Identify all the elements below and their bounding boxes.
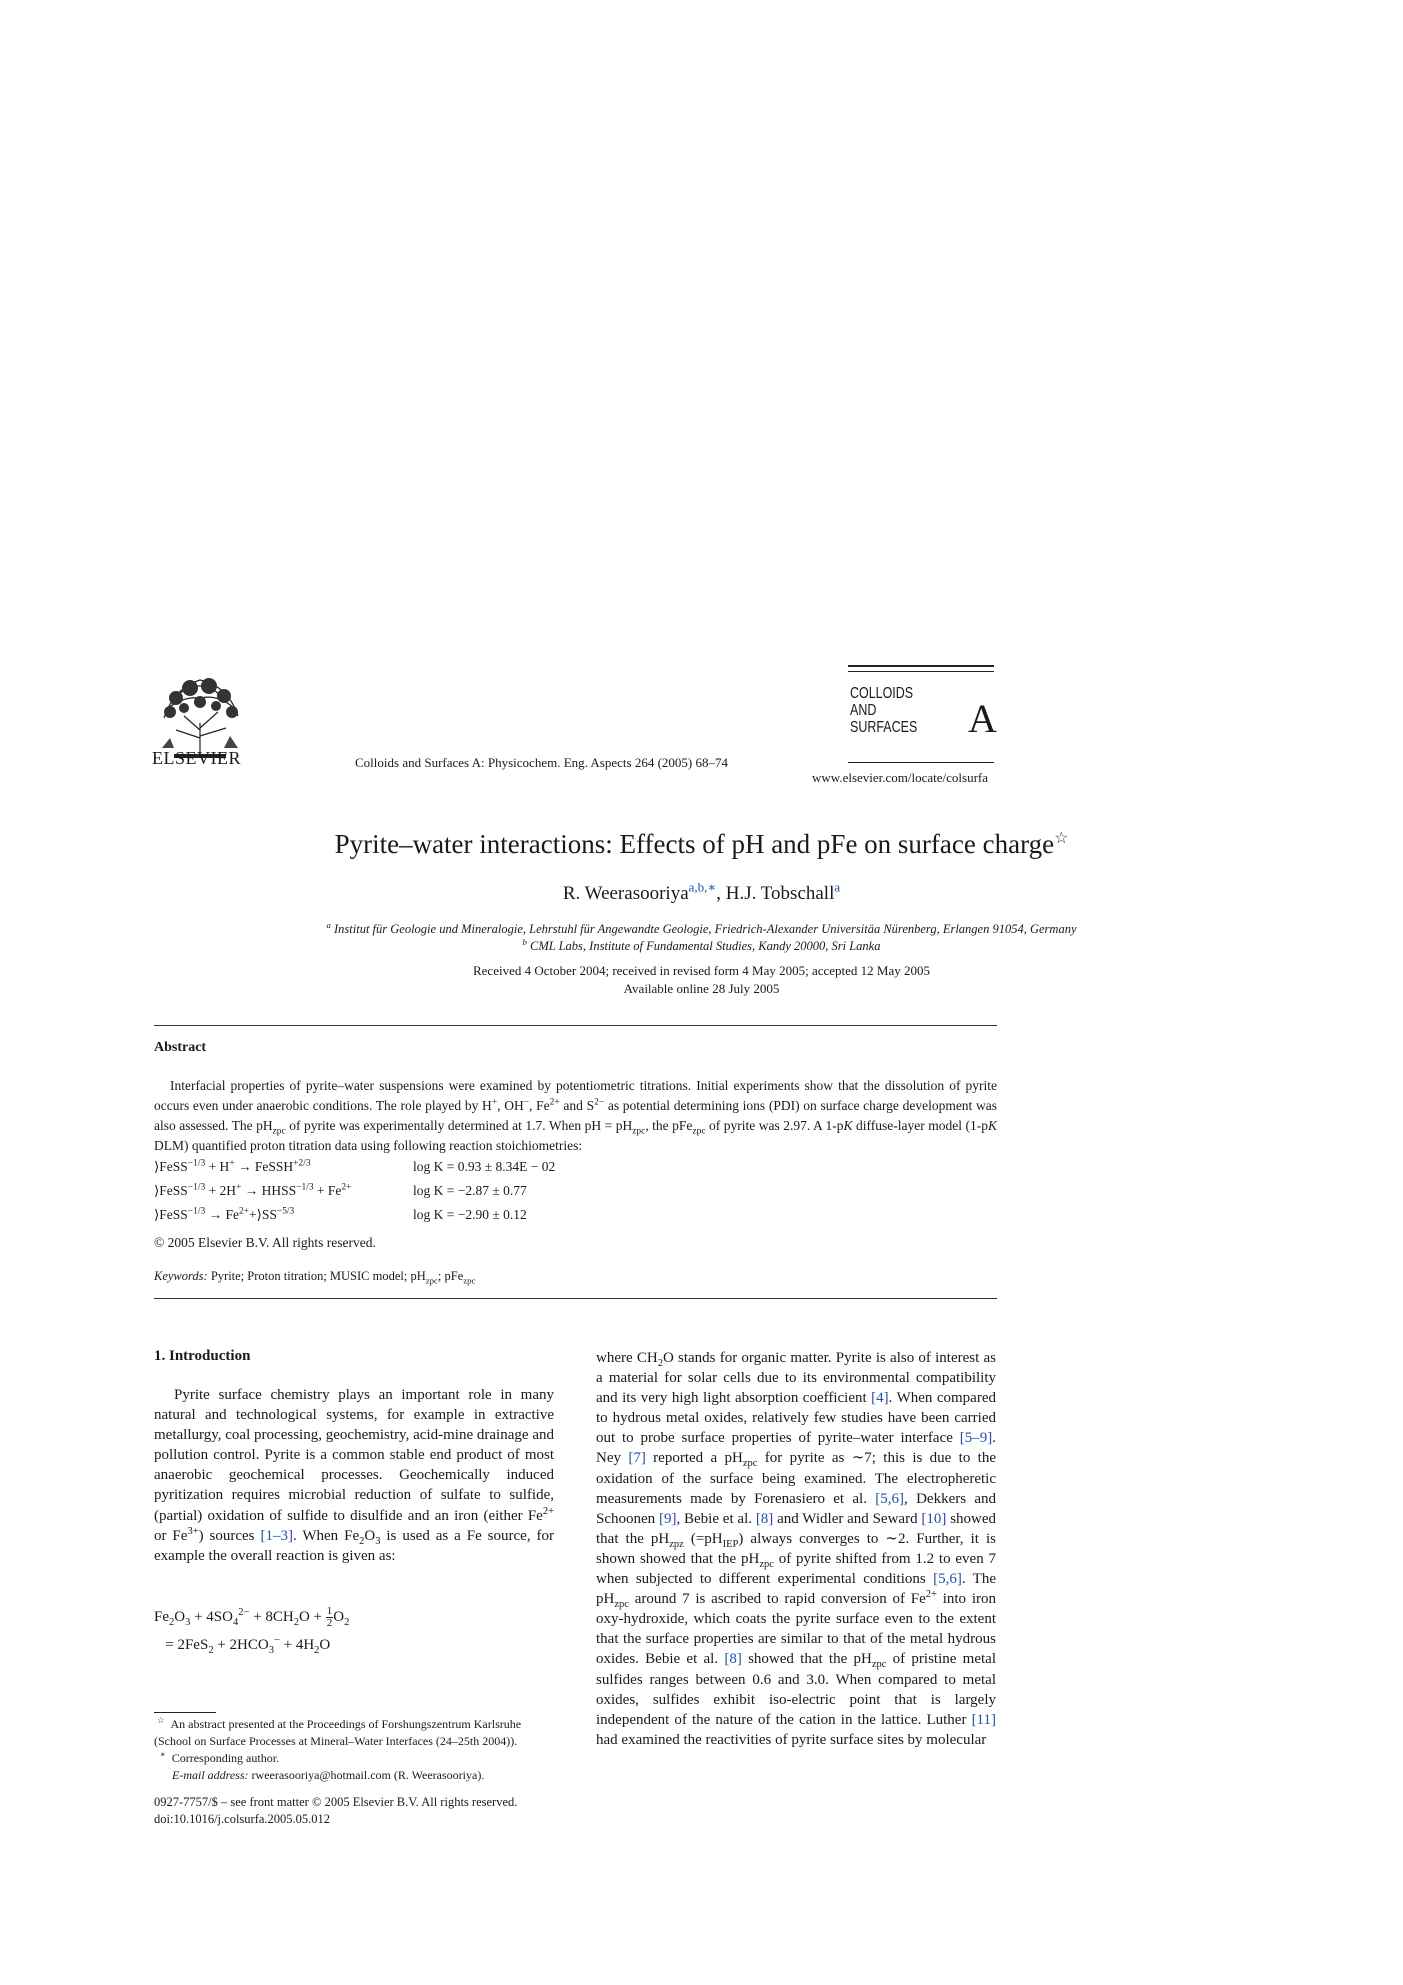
footnote-divider — [154, 1712, 216, 1713]
reaction-equation: ⟩FeSS$^{-1/3}$ → $Fe^{2+}+⟩SS^{-5/3}$ — [154, 1206, 295, 1222]
overall-reaction-equation: $Fe_2O_3 + 4SO_4^{2-} + 8CH_2O$ + $\frac{1}{2}$ $O_2$ = $2FeS_2 + 2HCO_3^- + 4H_2O$ — [154, 1605, 350, 1656]
title-footnote-mark[interactable]: ☆ — [1054, 830, 1069, 847]
journal-logo-letter: A — [968, 696, 997, 741]
affiliation-b: $^b$ CML Labs, Institute of Fundamental Studies, Kandy 20000, Sri Lanka — [522, 936, 881, 953]
citation-link[interactable]: [11] — [971, 1711, 996, 1728]
citation-link[interactable]: [4] — [871, 1390, 889, 1407]
body-column-left — [154, 1385, 554, 1566]
citation-link[interactable]: [10] — [921, 1510, 947, 1527]
journal-citation: Colloids and Surfaces A: Physicochem. Eng. Aspects 264 (2005) 68–74 — [355, 755, 728, 770]
citation-link[interactable]: [1–3] — [260, 1527, 293, 1544]
publisher-name: ELSEVIER — [152, 748, 241, 768]
citation-link[interactable]: [5,6] — [933, 1571, 962, 1588]
abstract-text: Interfacial properties of pyrite–water suspensions were examined by potentiometric titrations. Initial experiments show that the dissolution of pyrite occurs even under anaerobic conditions. The role played by H+, OH−, $Fe^{2+}$ and $S^{2-}$ as potential determining ions (PDI) on surface charge development was also assessed. The $pH_{zpc}$ of pyrite was experimentally determined at 1.7. When pH = $pH_{zpc}$, the pFe$_{zpc}$ of pyrite was 2.97. A 1-pK diffuse-layer model (1-pK DLM) quantified proton titration data using following reaction stoichiometries: — [154, 1078, 998, 1153]
citation-link[interactable]: [8] — [724, 1651, 742, 1668]
footnote-email: E-mail address: rweerasooriya@hotmail.com (R. Weerasooriya). — [172, 1768, 485, 1782]
footnotes — [154, 1716, 554, 1784]
citation-link[interactable]: [9] — [658, 1510, 677, 1527]
divider — [154, 1298, 997, 1299]
section-heading-introduction: 1. Introduction — [154, 1348, 251, 1364]
journal-url-link[interactable]: www.elsevier.com/locate/colsurfa — [812, 770, 989, 785]
reaction-log-k: log K = −2.87 ± 0.77 — [413, 1183, 527, 1198]
divider — [154, 1025, 997, 1026]
citation-link[interactable]: [5–9] — [959, 1430, 993, 1447]
keywords: Keywords: Pyrite; Proton titration; MUSIC model; $pH_{zpc}$; pFe$_{zpc}$ — [154, 1269, 476, 1286]
author-list: R. Weerasooriya$^{a,b,∗}$, H.J. Tobschall$^a$ — [562, 879, 841, 904]
journal-logo-text: COLLOIDS AND SURFACES — [850, 685, 918, 736]
received-dates: Received 4 October 2004; received in revised form 4 May 2005; accepted 12 May 2005 — [472, 963, 931, 978]
author-affiliation-marks[interactable]: a,b,∗ — [688, 879, 717, 895]
footnote-corresponding: ∗ Corresponding author. — [160, 1750, 280, 1765]
reaction-equation: ⟩FeSS$^{-1/3}$ + H+ → FeSSH$^{+2/3}$ — [154, 1158, 311, 1174]
author-affiliation-marks[interactable]: a — [834, 879, 841, 895]
email-link[interactable]: rweerasooriya@hotmail.com (R. Weerasooriya). — [251, 1768, 485, 1782]
reaction-log-k: log K = 0.93 ± 8.34E − 02 — [413, 1159, 556, 1174]
doi-link[interactable]: doi:10.1016/j.colsurfa.2005.05.012 — [154, 1812, 331, 1826]
issn-line: 0927-7757/$ – see front matter © 2005 Elsevier B.V. All rights reserved. — [154, 1795, 518, 1809]
reaction-equation: ⟩FeSS$^{-1/3}$ + $2H^+ \to HHSS^{-1/3} + Fe^{2+}$ — [154, 1182, 352, 1198]
author-name: R. Weerasooriya — [562, 883, 689, 904]
citation-link[interactable]: [5,6] — [875, 1490, 905, 1507]
citation-link[interactable]: [7] — [628, 1450, 646, 1467]
footnote-star: ☆ An abstract presented at the Proceedings of Forshungszentrum Karlsruhe (School on Surface Processes at Mineral–Water Interfaces (24–25th 2004)). — [154, 1716, 522, 1748]
abstract-heading: Abstract — [154, 1040, 207, 1055]
journal-logo — [848, 665, 997, 769]
paragraph: Pyrite surface chemistry plays an important role in many natural and technological systems, for example in extractive metallurgy, coal processing, geochemistry, acid-mine drainage and pollution control. Pyrite is a common stable end product of most anaerobic geochemical processes. Geochemically induced pyritization requires microbial reduction of sulfate to sulfide, (partial) oxidation of sulfide to disulfide and an iron (either $Fe^{2+}$ or $Fe^{3+}$) sources [1–3]. When $Fe_2O_3$ is used as a Fe source, for example the overall reaction is given as: — [154, 1387, 555, 1564]
author-name: H.J. Tobschall — [725, 883, 835, 904]
reaction-log-k: log K = −2.90 ± 0.12 — [413, 1207, 527, 1222]
citation-link[interactable]: [8] — [755, 1510, 774, 1527]
affiliation-a: $^a$ Institut für Geologie und Mineralogie, Lehrstuhl für Angewandte Geologie, Friedrich-Alexander Universitäa Nürenberg, Erlangen 91054, Germany — [326, 919, 1077, 936]
body-column-right — [596, 1348, 996, 1750]
available-online-date: Available online 28 July 2005 — [623, 981, 780, 996]
paragraph: where $CH_2O$ stands for organic matter. Pyrite is also of interest as a material for solar cells due to its environmental compatibility and its very high light absorption coefficient [4]. When compared to hydrous metal oxides, relatively few studies have been carried out to probe surface properties of pyrite–water interface [5–9]. Ney [7] reported a $pH_{zpc}$ for pyrite as ∼7; this is due to the oxidation of the surface being examined. The electropheretic measurements made by Forenasiero et al. [5,6], Dekkers and Schoonen [9], Bebie et al. [8] and Widler and Seward [10] showed that the $pH_{zpz}$ $(=pH_{IEP})$ always converges to ∼2. Further, it is shown showed that the $pH_{zpc}$ of pyrite shifted from 1.2 to even 7 when subjected to different experimental conditions [5,6]. The $pH_{zpc}$ around 7 is ascribed to rapid conversion of $Fe^{2+}$ into iron oxy-hydroxide, which coats the pyrite surface even to the extent that the surface properties are similar to that of the metal hydrous oxides. Bebie et al. [8] showed that the $pH_{zpc}$ of pristine metal sulfides ranges between 0.6 and 3.0. When compared to metal oxides, sulfides exhibit iso-electric point that is largely independent of the nature of the cation in the lattice. Luther [11] had examined the reactivities of pyrite surface sites by molecular — [596, 1350, 997, 1748]
abstract-copyright: © 2005 Elsevier B.V. All rights reserved. — [154, 1235, 376, 1250]
article-title: Pyrite–water interactions: Effects of pH and pFe on surface charge☆ — [334, 829, 1069, 859]
